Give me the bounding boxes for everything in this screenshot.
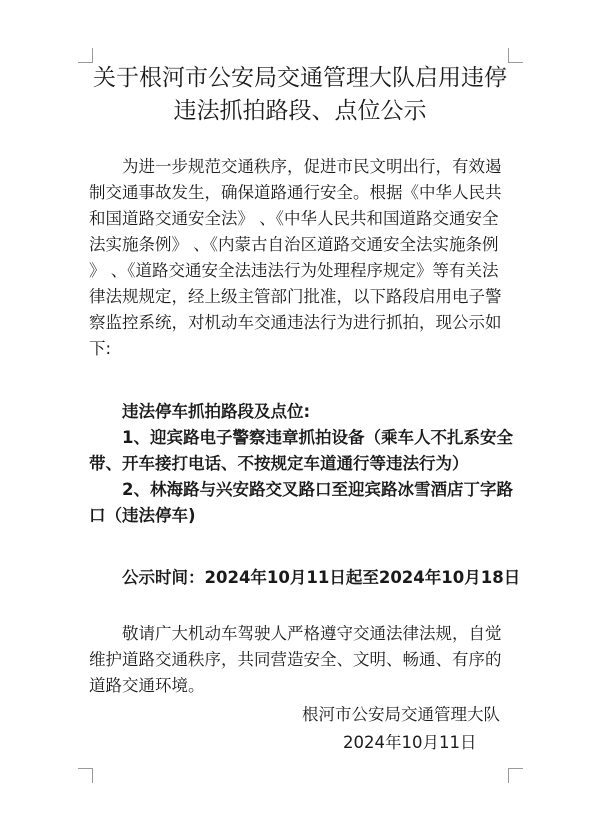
intro-line: 察监控系统，对机动车交通违法行为进行抓拍，现公示如	[89, 313, 502, 332]
item-2-line: 口（违法停车)	[89, 506, 196, 525]
section-enforcement-points	[89, 399, 519, 529]
title-line-1: 关于根河市公安局交通管理大队启用违停	[93, 65, 507, 91]
intro-paragraph	[89, 154, 519, 362]
signature-date: 2024年10月11日	[343, 733, 477, 752]
title-line-2: 违法抓拍路段、点位公示	[173, 98, 427, 124]
intro-line: 法实施条例》 、《内蒙古自治区道路交通安全法实施条例	[89, 235, 499, 254]
section-heading: 违法停车抓拍路段及点位:	[122, 402, 311, 421]
intro-line: 制交通事故发生，确保道路通行安全。根据《中华人民共	[89, 183, 502, 202]
document-title	[80, 62, 520, 128]
closing-paragraph	[89, 621, 519, 699]
crop-mark-top-right	[508, 48, 523, 63]
intro-line: 为进一步规范交通秩序，促进市民文明出行，有效遏	[122, 157, 502, 176]
closing-line: 维护道路交通秩序，共同营造安全、文明、畅通、有序的	[89, 650, 502, 669]
closing-line: 道路交通环境。	[89, 676, 205, 695]
intro-line: 》 、《道路交通安全法违法行为处理程序规定》等有关法	[89, 261, 499, 280]
item-2-line: 2、林海路与兴安路交叉路口至迎宾路冰雪酒店丁字路	[122, 480, 513, 499]
crop-mark-bottom-left	[78, 768, 93, 783]
intro-line: 下:	[89, 339, 112, 358]
intro-line: 和国道路交通安全法》 、《中华人民共和国道路交通安全	[89, 209, 499, 228]
crop-mark-bottom-right	[508, 768, 523, 783]
intro-line: 律法规规定，经上级主管部门批准，以下路段启用电子警	[89, 287, 502, 306]
item-1-line: 带、开车接打电话、不按规定车道通行等违法行为）	[89, 454, 469, 473]
item-1-line: 1、迎宾路电子警察违章抓拍设备（乘车人不扎系安全	[122, 428, 513, 447]
closing-line: 敬请广大机动车驾驶人严格遵守交通法律法规，自觉	[122, 624, 502, 643]
signature-org: 根河市公安局交通管理大队	[302, 705, 500, 724]
notice-period: 公示时间：2024年10月11日起至2024年10月18日	[122, 568, 521, 587]
crop-mark-top-left	[78, 48, 93, 63]
